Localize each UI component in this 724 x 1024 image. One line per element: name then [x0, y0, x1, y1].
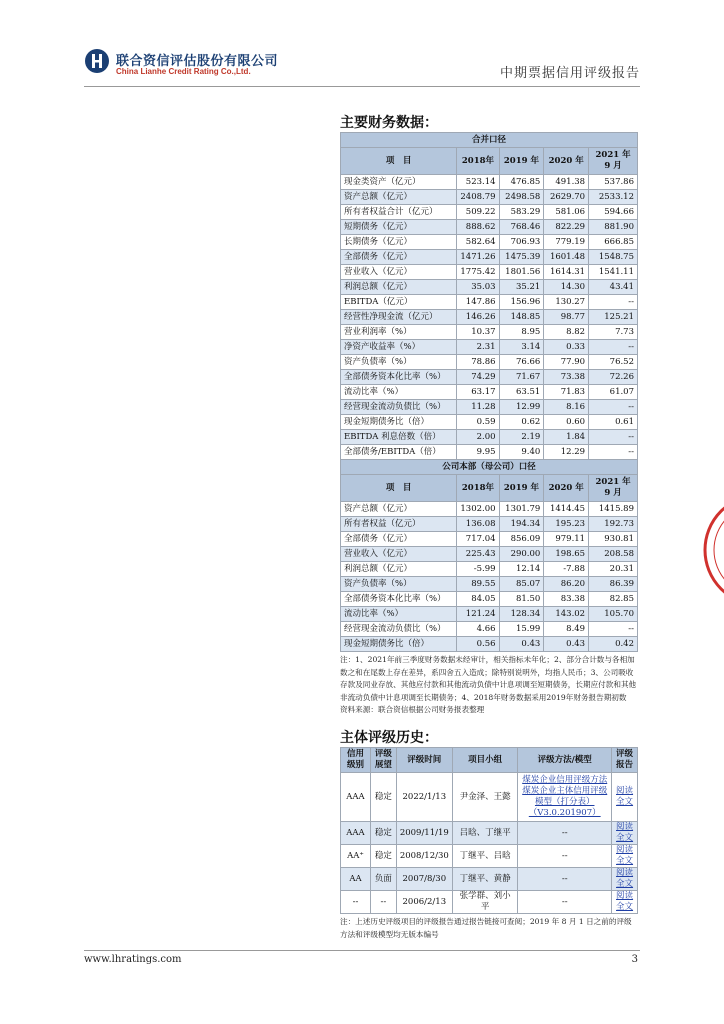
cell-value: 581.06 — [544, 205, 589, 220]
table-row — [341, 773, 638, 822]
cell-value: 0.42 — [589, 637, 638, 652]
row-label: 流动比率（%） — [341, 385, 457, 400]
cell-value: 582.64 — [457, 235, 499, 250]
outlook-cell: -- — [370, 891, 396, 914]
row-label: 长期债务（亿元） — [341, 235, 457, 250]
cell-value: -7.88 — [544, 562, 589, 577]
cell-value: 86.20 — [544, 577, 589, 592]
row-label: 全部债务（亿元） — [341, 250, 457, 265]
column-header-item: 项 目 — [341, 148, 457, 175]
table-row — [341, 325, 638, 340]
table-row — [341, 280, 638, 295]
cell-value: 1614.31 — [544, 265, 589, 280]
cell-value: 1301.79 — [499, 502, 544, 517]
cell-value: 85.07 — [499, 577, 544, 592]
cell-value: 1414.45 — [544, 502, 589, 517]
cell-value: 71.67 — [499, 370, 544, 385]
cell-value: 128.34 — [499, 607, 544, 622]
cell-value: 8.82 — [544, 325, 589, 340]
group-label-consolidated: 合并口径 — [341, 133, 638, 148]
cell-value: 856.09 — [499, 532, 544, 547]
cell-value: 2.00 — [457, 430, 499, 445]
cell-value: 2.31 — [457, 340, 499, 355]
cell-value: 208.58 — [589, 547, 638, 562]
cell-value: 1475.39 — [499, 250, 544, 265]
table-row — [341, 310, 638, 325]
cell-value: 192.73 — [589, 517, 638, 532]
outlook-cell: 稳定 — [370, 822, 396, 845]
date-cell: 2008/12/30 — [396, 845, 452, 868]
row-label: 所有者权益合计（亿元） — [341, 205, 457, 220]
report-link[interactable] — [612, 773, 638, 822]
cell-value: 63.51 — [499, 385, 544, 400]
cell-value: -- — [589, 295, 638, 310]
column-header-year: 2020 年 — [544, 148, 589, 175]
row-label: 资产总额（亿元） — [341, 190, 457, 205]
cell-value: 0.33 — [544, 340, 589, 355]
table-group-header — [341, 133, 638, 148]
cell-value: 12.99 — [499, 400, 544, 415]
report-title: 中期票据信用评级报告 — [499, 66, 640, 81]
cell-value: 491.38 — [544, 175, 589, 190]
row-label: 现金短期债务比（倍） — [341, 415, 457, 430]
cell-value: -- — [589, 622, 638, 637]
cell-value: 0.59 — [457, 415, 499, 430]
group-label-parent: 公司本部（母公司）口径 — [341, 460, 638, 475]
method-link: -- — [518, 845, 612, 868]
table-row — [341, 340, 638, 355]
cell-value: 143.02 — [544, 607, 589, 622]
method-link: -- — [518, 868, 612, 891]
cell-value: 43.41 — [589, 280, 638, 295]
cell-value: 89.55 — [457, 577, 499, 592]
cell-value: 8.49 — [544, 622, 589, 637]
column-header-year: 2021 年 9 月 — [589, 148, 638, 175]
team-cell: 张学群、刘小平 — [452, 891, 518, 914]
cell-value: 0.56 — [457, 637, 499, 652]
cell-value: 768.46 — [499, 220, 544, 235]
table-row — [341, 190, 638, 205]
date-cell: 2009/11/19 — [396, 822, 452, 845]
cell-value: 125.21 — [589, 310, 638, 325]
cell-value: 81.50 — [499, 592, 544, 607]
table-row — [341, 385, 638, 400]
cell-value: 666.85 — [589, 235, 638, 250]
cell-value: 10.37 — [457, 325, 499, 340]
cell-value: 523.14 — [457, 175, 499, 190]
cell-value: 7.73 — [589, 325, 638, 340]
rating-history-note: 注：上述历史评级项目的评级报告通过报告链接可查阅；2019 年 8 月 1 日之前的评级方法和评级模型均无版本编号 — [340, 917, 632, 939]
cell-value: 2408.79 — [457, 190, 499, 205]
cell-value: 583.29 — [499, 205, 544, 220]
cell-value: 1302.00 — [457, 502, 499, 517]
cell-value: 1471.26 — [457, 250, 499, 265]
row-label: 资产负债率（%） — [341, 577, 457, 592]
table-row — [341, 562, 638, 577]
table-row — [341, 265, 638, 280]
cell-value: 77.90 — [544, 355, 589, 370]
cell-value: 1.84 — [544, 430, 589, 445]
table-column-header — [341, 748, 638, 773]
cell-value: 930.81 — [589, 532, 638, 547]
cell-value: 4.66 — [457, 622, 499, 637]
report-link[interactable] — [612, 868, 638, 891]
team-cell: 丁继平、吕晗 — [452, 845, 518, 868]
rating-cell: AA — [341, 868, 371, 891]
cell-value: 0.60 — [544, 415, 589, 430]
cell-value: 8.95 — [499, 325, 544, 340]
row-label: EBITDA 利息倍数（倍） — [341, 430, 457, 445]
cell-value: 148.85 — [499, 310, 544, 325]
row-label: 资产负债率（%） — [341, 355, 457, 370]
cell-value: 225.43 — [457, 547, 499, 562]
outlook-cell: 负面 — [370, 868, 396, 891]
read-full-text-link[interactable]: 阅读全文 — [616, 891, 634, 912]
row-label: 全部债务（亿元） — [341, 532, 457, 547]
cell-value: 83.38 — [544, 592, 589, 607]
cell-value: 8.16 — [544, 400, 589, 415]
table-column-header — [341, 148, 638, 175]
rating-method-link[interactable]: 煤炭企业信用评级方法 煤炭企业主体信用评级模型（打分表）（V3.0.201907） — [522, 775, 608, 818]
cell-value: 11.28 — [457, 400, 499, 415]
cell-value: 881.90 — [589, 220, 638, 235]
cell-value: 1548.75 — [589, 250, 638, 265]
read-full-text-link[interactable]: 阅读全文 — [616, 868, 634, 889]
cell-value: 86.39 — [589, 577, 638, 592]
table-row — [341, 592, 638, 607]
date-cell: 2022/1/13 — [396, 773, 452, 822]
cell-value: 35.03 — [457, 280, 499, 295]
cell-value: 509.22 — [457, 205, 499, 220]
cell-value: 73.38 — [544, 370, 589, 385]
rating-history-table — [340, 747, 638, 914]
page-header — [0, 0, 724, 100]
method-link[interactable] — [518, 773, 612, 822]
financial-note-text: 注：1、2021年前三季度财务数据未经审计，相关指标未年化；2、部分合计数与各相加数之和在尾数上存在差异，系四舍五入造成；除特别说明外，均指人民币；3、公司吸收存款及同业存放、其他应付款和其他流动负债中计息项调至短期债务，长期应付款和其他非流动负债中计息项调至长期债务；4、2018年财务数据采用2019年财务报告期初数 — [340, 655, 637, 702]
cell-value: 2629.70 — [544, 190, 589, 205]
cell-value: 1415.89 — [589, 502, 638, 517]
rating-history-body — [341, 748, 638, 914]
rating-cell: -- — [341, 891, 371, 914]
cell-value: 1801.56 — [499, 265, 544, 280]
column-header-year: 2021 年 9 月 — [589, 475, 638, 502]
column-header-report: 评级报告 — [612, 748, 638, 773]
table-row — [341, 547, 638, 562]
date-cell: 2007/8/30 — [396, 868, 452, 891]
table-row — [341, 607, 638, 622]
cell-value: 76.52 — [589, 355, 638, 370]
row-label: EBITDA（亿元） — [341, 295, 457, 310]
table-row — [341, 295, 638, 310]
method-link: -- — [518, 891, 612, 914]
cell-value: 82.85 — [589, 592, 638, 607]
column-header-year: 2018年 — [457, 148, 499, 175]
row-label: 利润总额（亿元） — [341, 562, 457, 577]
table-row — [341, 370, 638, 385]
cell-value: 1601.48 — [544, 250, 589, 265]
cell-value: 594.66 — [589, 205, 638, 220]
method-link: -- — [518, 822, 612, 845]
table-row — [341, 532, 638, 547]
column-header-rating: 信用级别 — [341, 748, 371, 773]
table-group-header — [341, 460, 638, 475]
table-row — [341, 355, 638, 370]
page-number: 3 — [631, 954, 638, 965]
team-cell: 尹金泽、王懿 — [452, 773, 518, 822]
table-row — [341, 845, 638, 868]
red-seal-stamp-icon — [700, 460, 724, 640]
column-header-item: 项 目 — [341, 475, 457, 502]
cell-value: 98.77 — [544, 310, 589, 325]
cell-value: 12.14 — [499, 562, 544, 577]
report-link[interactable] — [612, 891, 638, 914]
cell-value: 1541.11 — [589, 265, 638, 280]
cell-value: 0.43 — [544, 637, 589, 652]
row-label: 净资产收益率（%） — [341, 340, 457, 355]
cell-value: 9.95 — [457, 445, 499, 460]
cell-value: 130.27 — [544, 295, 589, 310]
row-label: 流动比率（%） — [341, 607, 457, 622]
row-label: 经营性净现金流（亿元） — [341, 310, 457, 325]
table-row — [341, 430, 638, 445]
cell-value: 74.29 — [457, 370, 499, 385]
cell-value: 35.21 — [499, 280, 544, 295]
financial-notes — [340, 654, 638, 717]
cell-value: 136.08 — [457, 517, 499, 532]
cell-value: 1775.42 — [457, 265, 499, 280]
cell-value: -- — [589, 430, 638, 445]
cell-value: 198.65 — [544, 547, 589, 562]
outlook-cell: 稳定 — [370, 845, 396, 868]
report-link[interactable] — [612, 822, 638, 845]
rating-cell: AAA — [341, 822, 371, 845]
row-label: 利润总额（亿元） — [341, 280, 457, 295]
table-row — [341, 577, 638, 592]
cell-value: 290.00 — [499, 547, 544, 562]
cell-value: 156.96 — [499, 295, 544, 310]
table-row — [341, 220, 638, 235]
team-cell: 丁继平、黄静 — [452, 868, 518, 891]
row-label: 全部债务/EBITDA（倍） — [341, 445, 457, 460]
table-row — [341, 235, 638, 250]
read-full-text-link[interactable]: 阅读全文 — [616, 822, 634, 843]
row-label: 营业利润率（%） — [341, 325, 457, 340]
cell-value: 72.26 — [589, 370, 638, 385]
report-link[interactable] — [612, 845, 638, 868]
table-row — [341, 400, 638, 415]
cell-value: -- — [589, 340, 638, 355]
date-cell: 2006/2/13 — [396, 891, 452, 914]
cell-value: 78.86 — [457, 355, 499, 370]
cell-value: -5.99 — [457, 562, 499, 577]
cell-value: 3.14 — [499, 340, 544, 355]
table-row — [341, 891, 638, 914]
cell-value: 147.86 — [457, 295, 499, 310]
cell-value: 105.70 — [589, 607, 638, 622]
table-row — [341, 637, 638, 652]
outlook-cell: 稳定 — [370, 773, 396, 822]
cell-value: 0.43 — [499, 637, 544, 652]
financial-data-table — [340, 132, 638, 652]
row-label: 现金短期债务比（倍） — [341, 637, 457, 652]
cell-value: 2498.58 — [499, 190, 544, 205]
financial-data-source: 资料来源：联合资信根据公司财务报表整理 — [340, 705, 485, 715]
row-label: 全部债务资本化比率（%） — [341, 592, 457, 607]
table-row — [341, 445, 638, 460]
cell-value: 979.11 — [544, 532, 589, 547]
cell-value: 2533.12 — [589, 190, 638, 205]
cell-value: 0.61 — [589, 415, 638, 430]
row-label: 全部债务资本化比率（%） — [341, 370, 457, 385]
cell-value: 63.17 — [457, 385, 499, 400]
row-label: 营业收入（亿元） — [341, 547, 457, 562]
cell-value: 12.29 — [544, 445, 589, 460]
cell-value: 2.19 — [499, 430, 544, 445]
company-logo-icon — [84, 48, 110, 74]
cell-value: 71.83 — [544, 385, 589, 400]
cell-value: 15.99 — [499, 622, 544, 637]
cell-value: 20.31 — [589, 562, 638, 577]
table-row — [341, 868, 638, 891]
financial-data-title: 主要财务数据： — [340, 115, 438, 131]
column-header-year: 2020 年 — [544, 475, 589, 502]
table-row — [341, 622, 638, 637]
cell-value: 195.23 — [544, 517, 589, 532]
cell-value: 84.05 — [457, 592, 499, 607]
header-divider — [84, 86, 640, 87]
cell-value: 888.62 — [457, 220, 499, 235]
cell-value: 706.93 — [499, 235, 544, 250]
table-row — [341, 205, 638, 220]
footer-divider — [84, 950, 640, 951]
rating-cell: AA⁺ — [341, 845, 371, 868]
cell-value: 0.62 — [499, 415, 544, 430]
column-header-method: 评级方法/模型 — [518, 748, 612, 773]
row-label: 现金类资产（亿元） — [341, 175, 457, 190]
cell-value: 537.86 — [589, 175, 638, 190]
table-row — [341, 175, 638, 190]
table-column-header — [341, 475, 638, 502]
read-full-text-link[interactable]: 阅读全文 — [616, 845, 634, 866]
column-header-year: 2019 年 — [499, 148, 544, 175]
table-row — [341, 502, 638, 517]
cell-value: 76.66 — [499, 355, 544, 370]
cell-value: 14.30 — [544, 280, 589, 295]
column-header-outlook: 评级展望 — [370, 748, 396, 773]
column-header-date: 评级时间 — [396, 748, 452, 773]
row-label: 经营现金流动负债比（%） — [341, 622, 457, 637]
cell-value: 822.29 — [544, 220, 589, 235]
team-cell: 吕晗、丁继平 — [452, 822, 518, 845]
column-header-team: 项目小组 — [452, 748, 518, 773]
cell-value: 146.26 — [457, 310, 499, 325]
company-name-en: China Lianhe Credit Rating Co.,Ltd. — [116, 67, 251, 76]
table-row — [341, 250, 638, 265]
rating-history-title: 主体评级历史： — [340, 730, 438, 746]
column-header-year: 2018年 — [457, 475, 499, 502]
read-full-text-link[interactable]: 阅读全文 — [616, 786, 634, 807]
row-label: 资产总额（亿元） — [341, 502, 457, 517]
cell-value: -- — [589, 400, 638, 415]
cell-value: 9.40 — [499, 445, 544, 460]
table-row — [341, 415, 638, 430]
cell-value: 779.19 — [544, 235, 589, 250]
table-row — [341, 517, 638, 532]
cell-value: -- — [589, 445, 638, 460]
cell-value: 476.85 — [499, 175, 544, 190]
column-header-year: 2019 年 — [499, 475, 544, 502]
cell-value: 717.04 — [457, 532, 499, 547]
cell-value: 61.07 — [589, 385, 638, 400]
cell-value: 194.34 — [499, 517, 544, 532]
row-label: 经营现金流动负债比（%） — [341, 400, 457, 415]
row-label: 短期债务（亿元） — [341, 220, 457, 235]
table-row — [341, 822, 638, 845]
row-label: 营业收入（亿元） — [341, 265, 457, 280]
row-label: 所有者权益（亿元） — [341, 517, 457, 532]
footer-website: www.lhratings.com — [84, 954, 182, 965]
company-name-cn: 联合资信评估股份有限公司 — [116, 54, 279, 69]
financial-table-body — [341, 133, 638, 652]
cell-value: 121.24 — [457, 607, 499, 622]
rating-cell: AAA — [341, 773, 371, 822]
